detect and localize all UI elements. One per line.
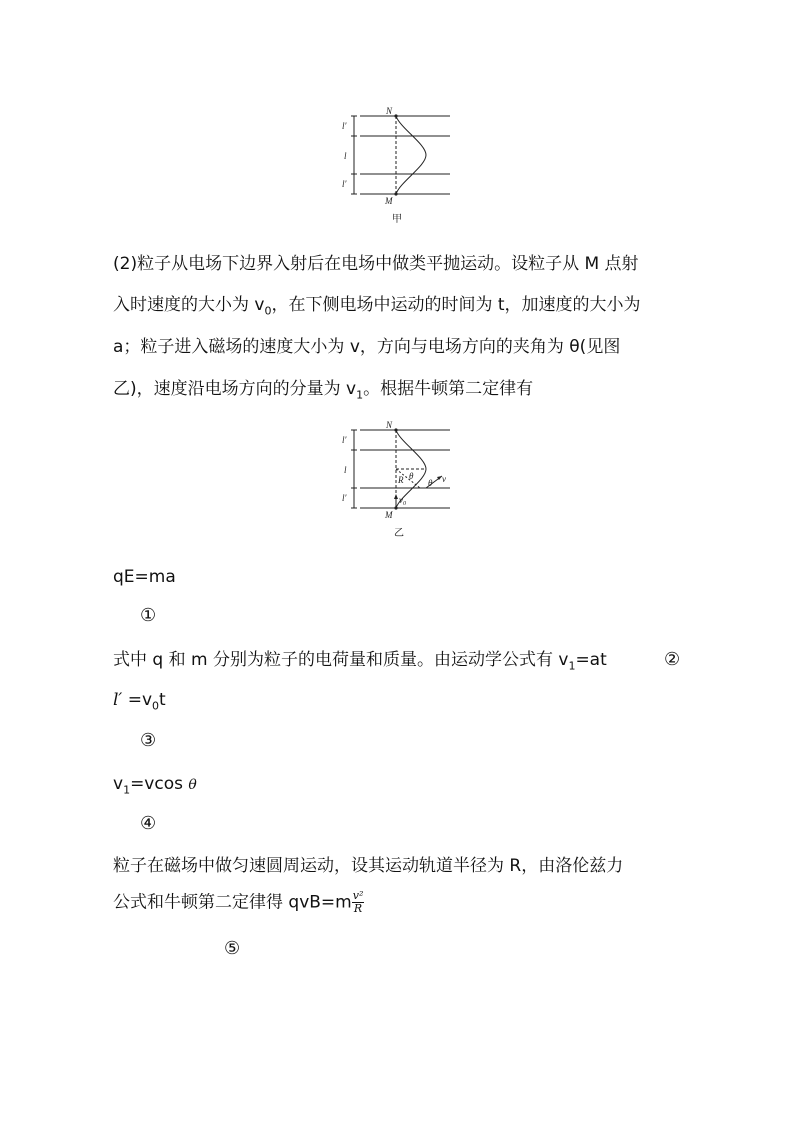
- fig1-seg-mid: l: [344, 151, 347, 161]
- fig2-label-m: M: [385, 510, 393, 520]
- fig2-label-n: N: [386, 420, 393, 430]
- fig2-seg-mid: l: [344, 465, 347, 475]
- para1-line3: a；粒子进入磁场的速度大小为 v，方向与电场方向的夹角为 θ(见图: [113, 337, 621, 357]
- fig1-seg-top: l′: [342, 121, 347, 131]
- eq1: qE=ma: [113, 567, 176, 587]
- para1-line2: 入时速度的大小为 $v_0$，在下侧电场中运动的时间为 t，加速度的大小为: [113, 295, 641, 318]
- eq2-marker: ②: [664, 649, 681, 670]
- fig1-label-m: M: [385, 196, 393, 206]
- eq4-marker: ④: [140, 813, 157, 834]
- fig2-caption: 乙: [394, 528, 404, 539]
- eq3-marker: ③: [140, 730, 157, 751]
- fig1-label-n: N: [386, 106, 393, 116]
- para1-line4: 乙)，速度沿电场方向的分量为 $v_1$。根据牛顿第二定律有: [113, 379, 534, 402]
- para5-line2: 公式和牛顿第二定律得 qvB=m $\frac{\text{v²}}{R}$: [113, 889, 364, 916]
- figure-jia: [330, 104, 460, 208]
- fig2-label-r: R: [398, 475, 404, 485]
- eq3: $l' =v_0t$: [113, 690, 166, 713]
- fig1-caption: 甲: [392, 214, 402, 225]
- line-q-m: 式中 q 和 m 分别为粒子的电荷量和质量。由运动学公式有 $v_1=at$: [113, 650, 607, 673]
- fig2-label-v: v: [442, 474, 446, 484]
- fraction-v2-over-r: $\frac{\text{v²}}{R}$: [352, 889, 364, 916]
- fig2-theta1: θ: [409, 471, 414, 481]
- fig1-seg-bot: l′: [342, 179, 347, 189]
- eq1-marker: ①: [140, 605, 157, 626]
- para5-line1: 粒子在磁场中做匀速圆周运动，设其运动轨道半径为 R，由洛伦兹力: [113, 856, 624, 876]
- fig2-seg-top: l′: [342, 435, 347, 445]
- figure-yi: [330, 416, 460, 522]
- fig2-seg-bot: l′: [342, 493, 347, 503]
- fig2-label-v0: $v_0$: [399, 495, 406, 507]
- eq4: $v_1=vcos$ θ: [113, 774, 197, 797]
- fig2-theta2: θ: [428, 478, 433, 488]
- eq5-marker: ⑤: [224, 938, 241, 959]
- para1-line1: (2)粒子从电场下边界入射后在电场中做类平抛运动。设粒子从 M 点射: [113, 254, 639, 274]
